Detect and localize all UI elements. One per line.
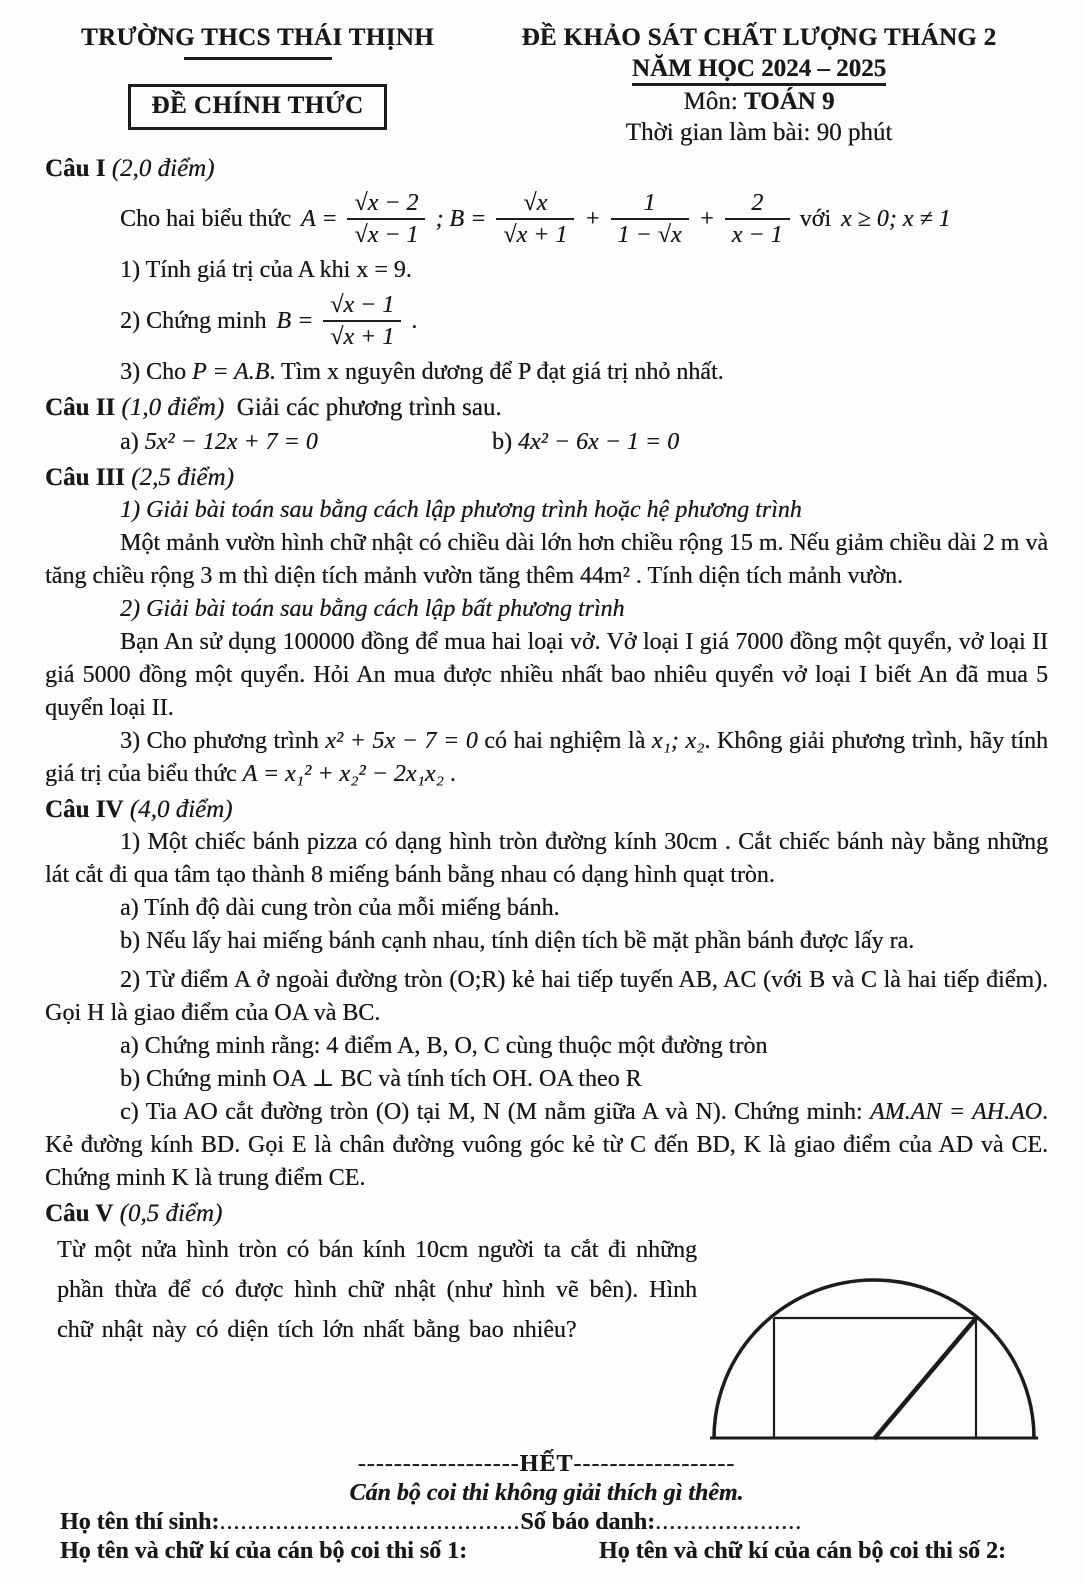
fraction-q2	[323, 292, 401, 351]
cau3-points: (2,5 điểm)	[131, 463, 234, 491]
equation-b-math: 4x² − 6x − 1 = 0	[518, 428, 680, 455]
fraction-B2-denominator: 1 − √x	[617, 222, 682, 249]
cau1-points: (2,0 điểm)	[111, 155, 215, 182]
candidate-line	[60, 1508, 1048, 1537]
formula-A-label: A =	[300, 205, 338, 232]
cau4-q2c-post: . Kẻ đường kính BD. Gọi E là chân đường vuông góc kẻ từ C đến BD, K là giao điểm của AD và CE. Chứng minh K là trung điểm CE.	[45, 1098, 1049, 1191]
cau1-label: Câu I	[45, 155, 106, 182]
cau4-q2c-math: AM.AN = AH.AO	[870, 1098, 1043, 1125]
cau1-q2-label: 2) Chứng minh	[120, 307, 267, 334]
cau5-points: (0,5 điểm)	[119, 1199, 223, 1227]
end-dashes-left: ------------------	[357, 1450, 520, 1477]
cau5-label: Câu V	[45, 1199, 114, 1227]
cau3-q1-body: Một mảnh vườn hình chữ nhật có chiều dài lớn hơn chiều rộng 15 m. Nếu giảm chiều dài 2 m và tăng chiều rộng 3 m thì diện tích mảnh vườn tăng thêm 44m² . Tính diện tích mảnh vườn.	[45, 529, 1048, 589]
cau1-q2	[120, 292, 1048, 351]
plus-sign: +	[584, 205, 601, 232]
cau3-heading	[45, 461, 1048, 494]
cau5-body: Từ một nửa hình tròn có bán kính 10cm người ta cắt đi những phần thừa để có được hình chữ nhật (như hình vẽ bên). Hình chữ nhật này có diện tích lớn nhất bằng bao nhiêu?	[57, 1236, 697, 1343]
cau1-formula	[120, 190, 1048, 249]
equation-a	[120, 426, 492, 459]
cau4-points: (4,0 điểm)	[129, 795, 233, 823]
fraction-B2	[611, 190, 689, 249]
cau3-q3-end: .	[449, 760, 456, 787]
cau3-q2-body: Bạn An sử dụng 100000 đồng để mua hai loại vở. Vở loại I giá 7000 đồng một quyển, vở loại II giá 5000 đồng một quyển. Hỏi An mua được nhiều nhất bao nhiêu quyển vở loại I biết An đã mua 5 quyển loại II.	[45, 628, 1048, 721]
school-year: NĂM HỌC 2024 – 2025	[632, 55, 886, 86]
proctor-note: Cán bộ coi thi không giải thích gì thêm.	[349, 1479, 744, 1506]
cau3-q3-math1: x² + 5x − 7 = 0	[325, 727, 478, 754]
equation-a-label: a)	[120, 428, 139, 455]
cau3-q2-title: 2) Giải bài toán sau bằng cách lập bất phương trình	[120, 595, 625, 622]
candidate-name-label: Họ tên thí sinh:	[60, 1508, 220, 1535]
cau3-q3-math3: A = x₁² + x₂² − 2x₁x₂	[242, 760, 444, 787]
cau2-points: (1,0 điểm)	[121, 393, 225, 421]
cau4-q2a: a) Chứng minh rằng: 4 điểm A, B, O, C cùng thuộc một đường tròn	[120, 1032, 768, 1059]
formula-B-label: ; B =	[435, 205, 487, 232]
cau1-q3	[120, 356, 1048, 389]
fraction-A-numerator: √x − 2	[347, 190, 425, 220]
candidate-number-label: Số báo danh:	[520, 1508, 656, 1535]
cau1-q3-pre: 3) Cho	[120, 358, 186, 385]
equation-b	[492, 426, 679, 459]
equation-b-label: b)	[492, 428, 512, 455]
cau1-intro: Cho hai biểu thức	[120, 205, 291, 232]
proctor2-label: Họ tên và chữ kí của cán bộ coi thi số 2:	[598, 1537, 1006, 1564]
cau1-q1: 1) Tính giá trị của A khi x = 9.	[120, 256, 412, 283]
fraction-A-denominator: √x − 1	[354, 222, 419, 249]
cau1-heading	[45, 152, 1048, 185]
fraction-B3-numerator: 2	[725, 190, 790, 220]
official-exam-badge: ĐỀ CHÍNH THỨC	[128, 84, 386, 130]
end-separator	[45, 1449, 1048, 1479]
cau4-q2-body: 2) Từ điểm A ở ngoài đường tròn (O;R) kẻ hai tiếp tuyến AB, AC (với B và C là hai tiếp điểm). Gọi H là giao điểm của OA và BC.	[45, 966, 1048, 1026]
cau2-label: Câu II	[45, 393, 116, 421]
cau1-q2-B-label: B =	[276, 307, 314, 334]
cau4-q2b: b) Chứng minh OA ⊥ BC và tính tích OH. OA theo R	[120, 1065, 642, 1092]
fraction-B1	[496, 190, 574, 249]
semicircle-figure	[704, 1240, 1044, 1445]
duration: Thời gian làm bài: 90 phút	[625, 119, 893, 146]
header-left	[45, 24, 470, 150]
header	[45, 24, 1048, 150]
cau4-q2c	[45, 1096, 1048, 1195]
fraction-q2-numerator: √x − 1	[323, 292, 401, 322]
condition-label: với	[799, 205, 831, 232]
school-year-line	[470, 55, 1048, 83]
candidate-name-dots: ...........................................	[219, 1508, 521, 1535]
cau3-q3-math2: x₁; x₂	[651, 727, 705, 754]
end-dashes-right: ------------------	[573, 1450, 736, 1477]
candidate-number-dots: .....................	[655, 1508, 803, 1535]
cau2-equations	[120, 426, 1048, 459]
condition-math: x ≥ 0; x ≠ 1	[840, 205, 951, 232]
proctor1-label: Họ tên và chữ kí của cán bộ coi thi số 1:	[60, 1537, 468, 1564]
cau3-label: Câu III	[45, 463, 125, 491]
cau2-intro: Giải các phương trình sau.	[236, 393, 502, 421]
fraction-B2-numerator: 1	[611, 190, 689, 220]
school-name: TRƯỜNG THCS THÁI THỊNH	[80, 24, 435, 51]
cau1-q2-period: .	[411, 307, 418, 334]
cau5-heading	[45, 1197, 1048, 1230]
cau1-q3-math: P = A.B	[192, 358, 270, 385]
cau2-heading	[45, 391, 1048, 424]
subject-name: TOÁN 9	[743, 88, 835, 115]
cau3-q3-pre: 3) Cho phương trình	[120, 727, 319, 754]
fraction-B3	[725, 190, 790, 249]
cau4-q1b: b) Nếu lấy hai miếng bánh cạnh nhau, tính diện tích bề mặt phần bánh được lấy ra.	[120, 927, 915, 954]
fraction-B1-denominator: √x + 1	[503, 222, 568, 249]
proctor-signature-line	[60, 1537, 1048, 1566]
cau4-q1-body: 1) Một chiếc bánh pizza có dạng hình tròn đường kính 30cm . Cắt chiếc bánh này bằng những lát cắt đi qua tâm tạo thành 8 miếng bánh bằng nhau có dạng hình quạt tròn.	[45, 828, 1048, 888]
cau4-heading	[45, 793, 1048, 826]
fraction-B1-numerator: √x	[496, 190, 574, 220]
cau4-label: Câu IV	[45, 795, 124, 823]
end-label: HẾT	[519, 1450, 574, 1477]
cau1-q3-post: . Tìm x nguyên dương để P đạt giá trị nhỏ nhất.	[269, 358, 724, 385]
cau3-q3-mid2: . Không giải phương trình, hãy tính giá trị của biểu thức	[45, 727, 1049, 787]
radius-diagonal	[874, 1317, 977, 1439]
semicircle-arc	[714, 1280, 1034, 1438]
header-right	[470, 24, 1048, 150]
cau4-q2c-pre: c) Tia AO cắt đường tròn (O) tại M, N (M nằm giữa A và N). Chứng minh:	[120, 1098, 863, 1125]
equation-a-math: 5x² − 12x + 7 = 0	[144, 428, 318, 455]
subject-label: Môn:	[683, 88, 738, 115]
cau4-q1a: a) Tính độ dài cung tròn của mỗi miếng bánh.	[120, 894, 560, 921]
cau3-q3-mid1: có hai nghiệm là	[484, 727, 646, 754]
cau3-q3	[45, 725, 1048, 791]
cau5-row	[45, 1230, 1048, 1445]
fraction-A	[347, 190, 425, 249]
exam-title: ĐỀ KHẢO SÁT CHẤT LƯỢNG THÁNG 2	[521, 24, 997, 51]
subject-line	[470, 88, 1048, 116]
plus-sign: +	[698, 205, 715, 232]
cau3-q1-title: 1) Giải bài toán sau bằng cách lập phương trình hoặc hệ phương trình	[120, 496, 802, 523]
fraction-q2-denominator: √x + 1	[330, 324, 395, 351]
fraction-B3-denominator: x − 1	[731, 222, 783, 249]
